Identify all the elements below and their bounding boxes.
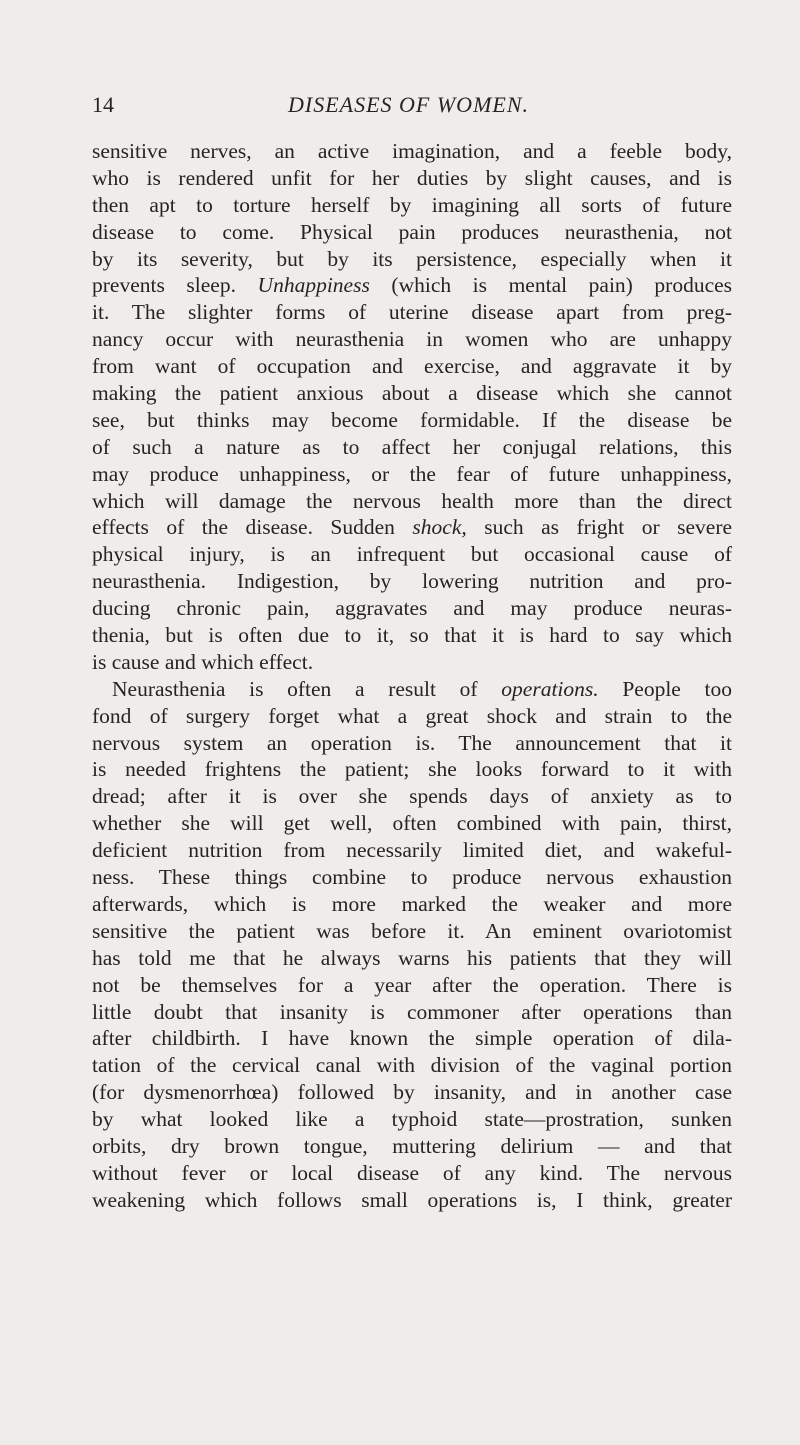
text-line: nancy occur with neurasthenia in women who are unhappy [92, 327, 732, 352]
text-line: sensitive nerves, an active imagination, and a feeble body, [92, 139, 732, 163]
text-line: from want of occupation and exercise, and aggravate it by [92, 354, 732, 379]
text-line: has told me that he always warns his patients that they will [92, 945, 732, 970]
text-line: ducing chronic pain, aggravates and may produce neuras- [92, 596, 732, 621]
italic-term: operations. [501, 676, 599, 701]
text-line: is cause and which effect. [92, 649, 314, 674]
text-line: is needed frightens the patient; she looks forward to it with [92, 757, 732, 782]
text-line [92, 676, 732, 703]
text-line: it. The slighter forms of uterine disease apart from preg- [92, 300, 732, 325]
italic-term: shock, [412, 515, 467, 540]
text-line: who is rendered unfit for her duties by slight causes, and is [92, 165, 732, 190]
running-title: DISEASES OF WOMEN. [288, 92, 530, 117]
text-line: fond of surgery forget what a great shock and strain to the [92, 703, 732, 728]
text-line: ness. These things combine to produce nervous exhaustion [92, 865, 732, 890]
text-segment: prevents sleep. [92, 273, 236, 298]
text-segment: effects of the disease. Sudden [92, 515, 395, 540]
text-line: whether she will get well, often combined with pain, thirst, [92, 811, 732, 836]
text-line: orbits, dry brown tongue, muttering delirium — and that [92, 1133, 732, 1158]
text-line: by what looked like a typhoid state—prostration, sunken [92, 1107, 732, 1132]
text-line: dread; after it is over she spends days of anxiety as to [92, 784, 732, 809]
text-line: nervous system an operation is. The announcement that it [92, 730, 732, 755]
text-line: little doubt that insanity is commoner after operations than [92, 999, 732, 1024]
text-segment: (which is mental pain) produces [391, 273, 733, 298]
text-segment: People too [622, 676, 733, 701]
text-line: neurasthenia. Indigestion, by lowering nutrition and pro- [92, 569, 732, 594]
text-segment: such as fright or severe [484, 515, 733, 540]
text-line: sensitive the patient was before it. An eminent ovariotomist [92, 918, 732, 943]
text-line: physical injury, is an infrequent but occasional cause of [92, 542, 732, 567]
text-line: tation of the cervical canal with division of the vaginal portion [92, 1053, 732, 1078]
page-number: 14 [92, 92, 114, 117]
text-line: weakening which follows small operations is, I think, greater [92, 1187, 732, 1212]
running-head [92, 90, 732, 120]
text-line: may produce unhappiness, or the fear of future unhappiness, [92, 461, 732, 486]
text-line: (for dysmenorrhœa) followed by insanity, and in another case [92, 1080, 732, 1105]
text-line: thenia, but is often due to it, so that it is hard to say which [92, 623, 732, 648]
text-line: then apt to torture herself by imagining all sorts of future [92, 192, 732, 217]
text-line: of such a nature as to affect her conjugal relations, this [92, 434, 732, 459]
text-line: not be themselves for a year after the operation. There is [92, 972, 732, 997]
text-line: which will damage the nervous health more than the direct [92, 488, 732, 513]
text-line: disease to come. Physical pain produces neurasthenia, not [92, 219, 732, 244]
text-line: see, but thinks may become formidable. If the disease be [92, 407, 732, 432]
text-line: without fever or local disease of any kind. The nervous [92, 1160, 732, 1185]
text-line: deficient nutrition from necessarily limited diet, and wakeful- [92, 838, 732, 863]
italic-term: Unhappiness [257, 273, 370, 298]
text-line: afterwards, which is more marked the weaker and more [92, 891, 732, 916]
body-text [92, 138, 732, 1214]
text-line [92, 514, 732, 541]
text-segment: Neurasthenia is often a result of [112, 676, 478, 701]
text-line: by its severity, but by its persistence, especially when it [92, 246, 732, 271]
text-line: after childbirth. I have known the simple operation of dila- [92, 1026, 732, 1051]
text-line: making the patient anxious about a disease which she cannot [92, 381, 732, 406]
text-line [92, 272, 732, 299]
